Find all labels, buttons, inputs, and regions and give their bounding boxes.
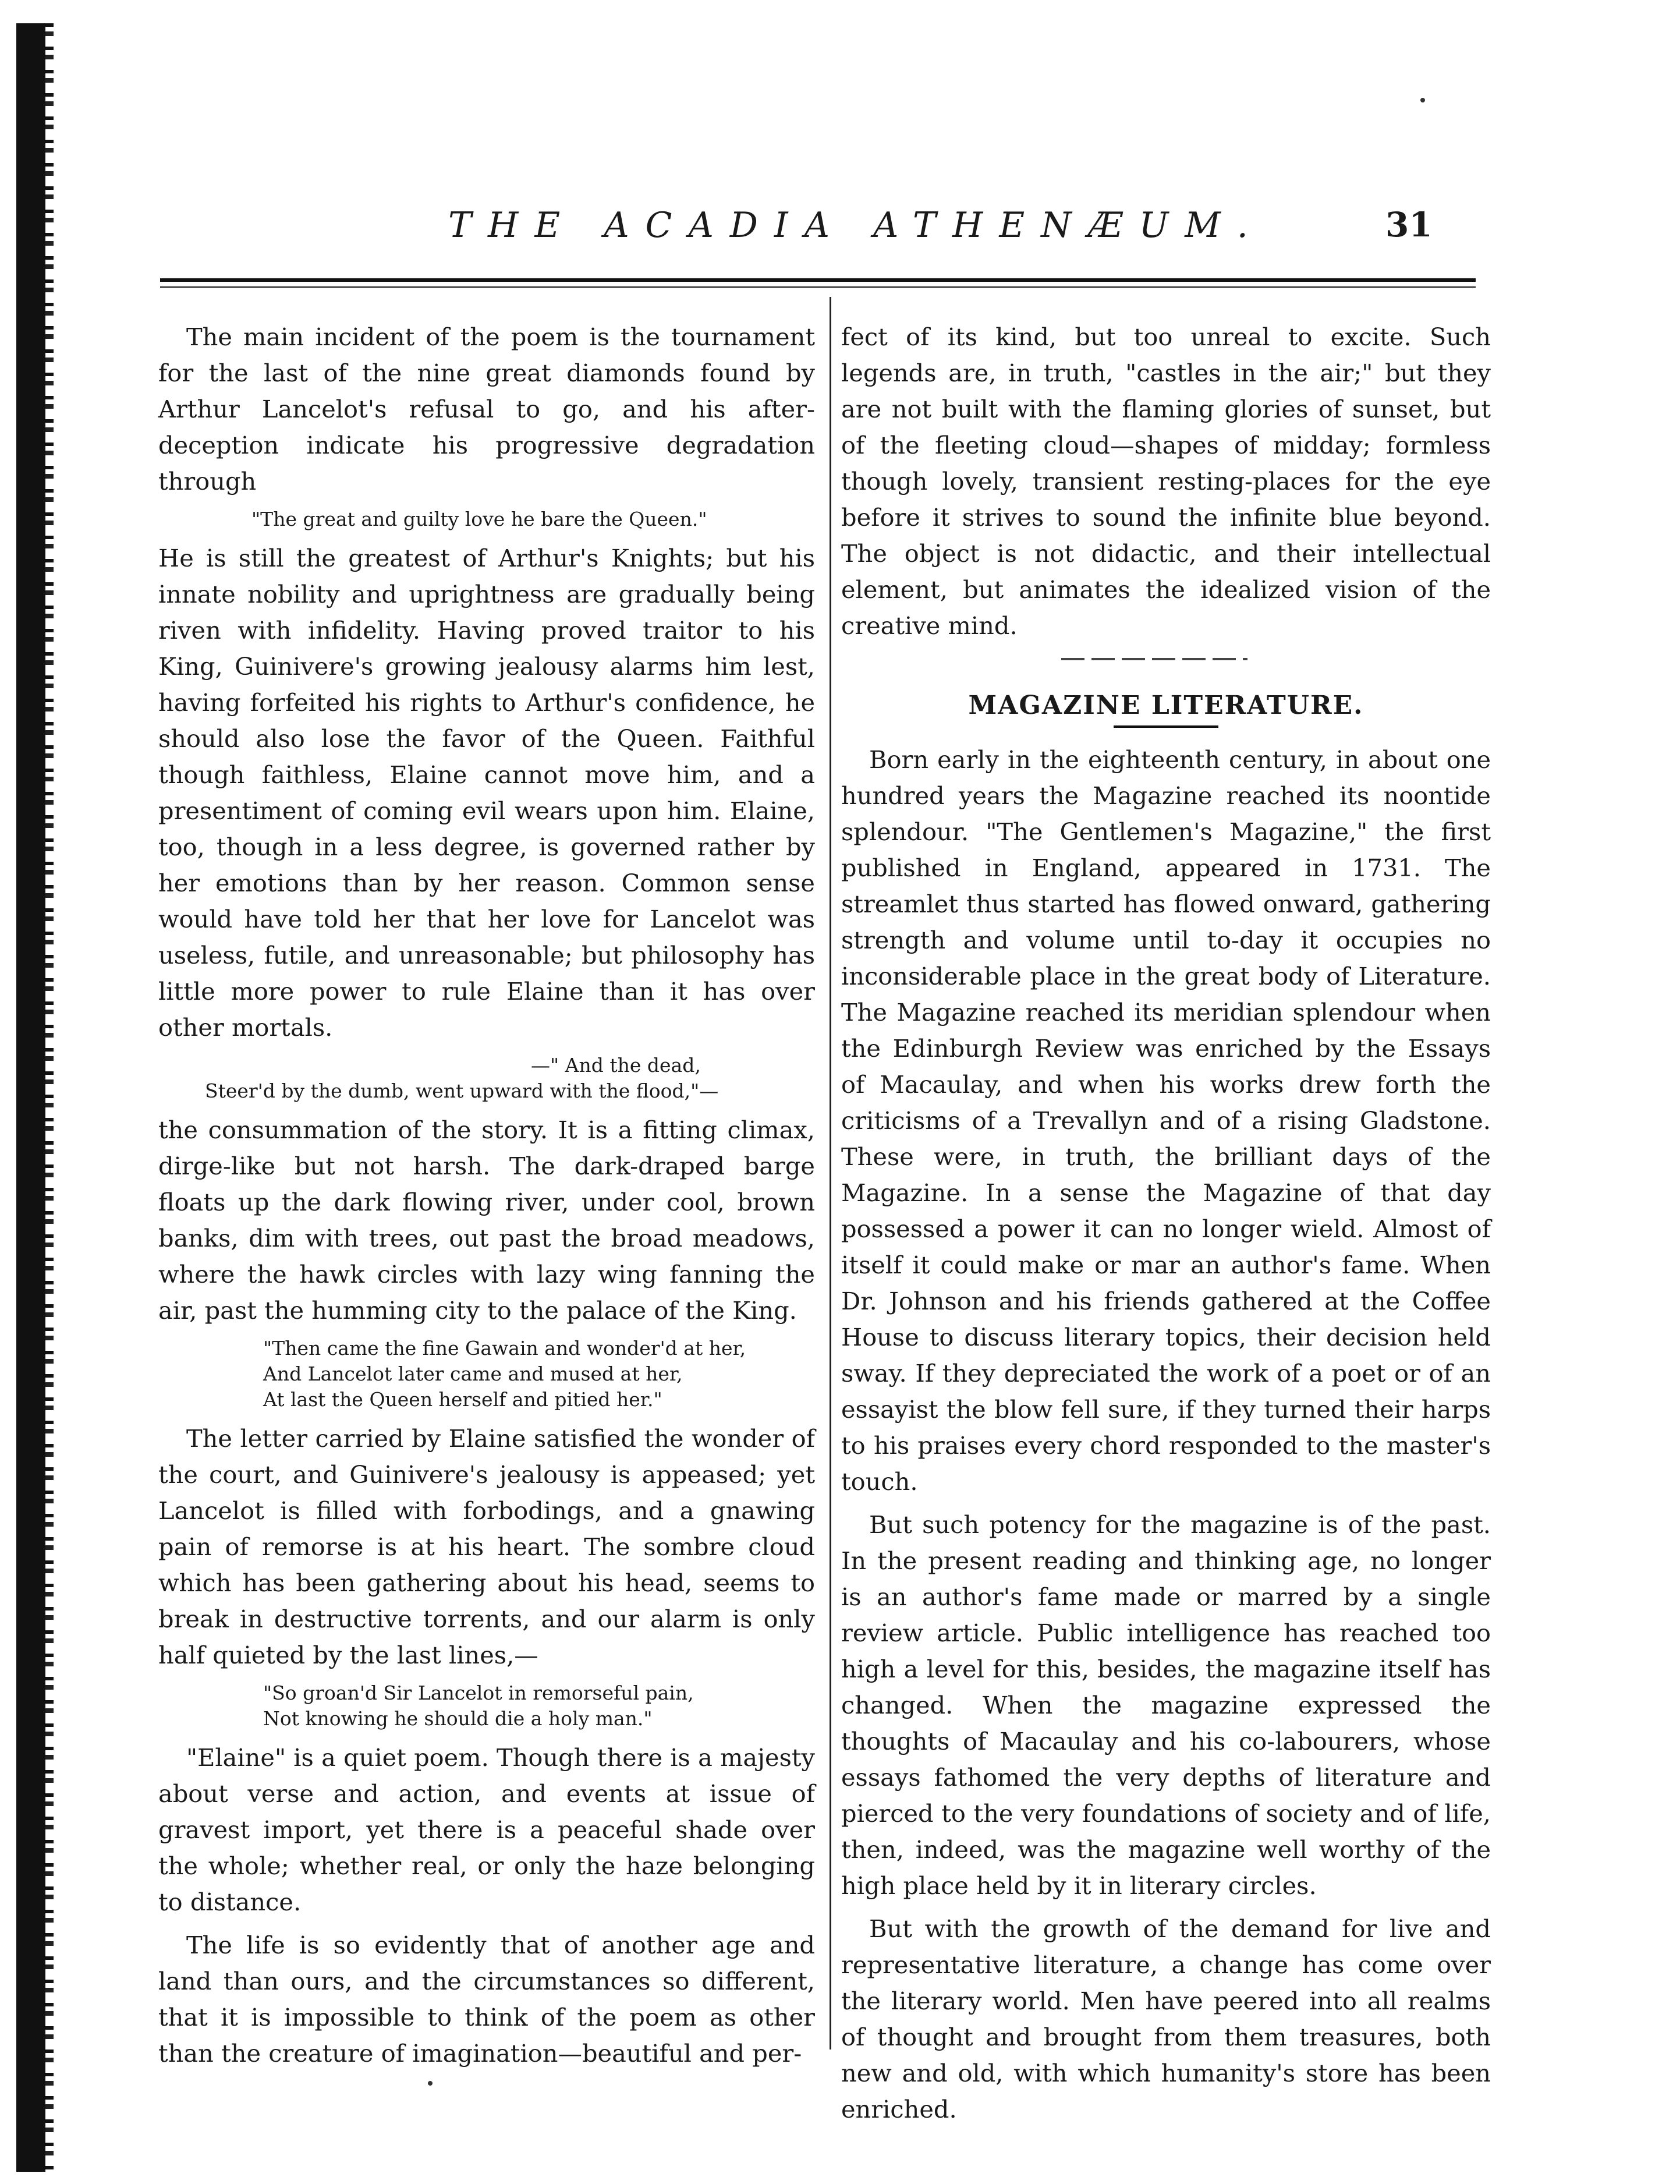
section-heading: MAGAZINE LITERATURE.	[968, 691, 1364, 720]
header-rule-thick	[160, 278, 1476, 282]
binding-edge	[16, 23, 47, 2172]
running-title: THE ACADIA ATHENÆUM.	[448, 205, 1264, 246]
right-column	[841, 319, 1491, 2128]
paragraph: fect of its kind, but too unreal to excite. Such legends are, in truth, "castles in the air;" but they are not built with the flaming glories of sunset, but of the fleeting cloud—shapes of midday; formless though lovely, transient resting-places for the eye before it strives to sound the infinite blue beyond. The object is not didactic, and their intellectual element, but animates the idealized vision of the creative mind.	[841, 323, 1491, 640]
paragraph: the consummation of the story. It is a fitting climax, dirge-like but not harsh. The dark-draped barge floats up the dark flowing river, under cool, brown banks, dim with trees, out past the broad meadows, where the hawk circles with lazy wing fanning the air, past the humming city to the palace of the King.	[158, 1116, 815, 1325]
verse-line: —" And the dead,	[531, 1054, 701, 1077]
paragraph: Born early in the eighteenth century, in about one hundred years the Magazine reached its noontide splendour. "The Gentlemen's Magazine," the first published in England, appeared in 1731. The streamlet thus started has flowed onward, gathering strength and volume until to-day it occupies no inconsiderable place in the great body of Literature. The Magazine reached its meridian splendour when the Edinburgh Review was enriched by the Essays of Macaulay, and when his works drew forth the criticisms of a Trevallyn and of a rising Gladstone. These were, in truth, the brilliant days of the Magazine. In a sense the Magazine of that day possessed a power it can no longer wield. Almost of itself it could make or mar an author's fame. When Dr. Johnson and his friends gathered at the Coffee House to discuss literary topics, their decision held sway. If they depreciated the work of a poet or of an essayist the blow fell sure, if they turned their harps to his praises every chord responded to the master's touch.	[841, 745, 1491, 1496]
print-speck	[1420, 98, 1425, 102]
verse-line: "The great and guilty love he bare the Queen."	[251, 508, 707, 530]
print-speck	[428, 2081, 433, 2086]
section-heading-rule	[1114, 725, 1218, 728]
paragraph: The life is so evidently that of another age and land than ours, and the circumstances so different, that it is impossible to think of the poem as other than the creature of imagination—beautiful and per-	[158, 1931, 815, 2068]
left-column	[158, 319, 815, 2072]
verse-line: At last the Queen herself and pitied her."	[263, 1388, 662, 1411]
verse-quote	[158, 1053, 815, 1104]
verse-line: And Lancelot later came and mused at her,	[263, 1362, 683, 1385]
verse-line: "So groan'd Sir Lancelot in remorseful pain,	[263, 1682, 694, 1704]
verse-quote	[158, 1680, 815, 1732]
header-rule-thin	[160, 286, 1476, 288]
paragraph: "Elaine" is a quiet poem. Though there is a majesty about verse and action, and events at issue of gravest import, yet there is a peaceful shade over the whole; whether real, or only the haze belonging to distance.	[158, 1743, 815, 1916]
verse-line: "Then came the fine Gawain and wonder'd at her,	[263, 1337, 746, 1360]
paragraph: He is still the greatest of Arthur's Knights; but his innate nobility and uprightness are gradually being riven with infidelity. Having proved traitor to his King, Guinivere's growing jealousy alarms him lest, having forfeited his rights to Arthur's confidence, he should also lose the favor of the Queen. Faithful though faithless, Elaine cannot move him, and a presentiment of coming evil wears upon him. Elaine, too, though in a less degree, is governed rather by her emotions than by her reason. Common sense would have told her that her love for Lancelot was useless, futile, and unreasonable; but philosophy has little more power to rule Elaine than it has over other mortals.	[158, 544, 815, 1042]
verse-quote	[158, 507, 815, 532]
verse-line: Steer'd by the dumb, went upward with the flood,"—	[205, 1079, 719, 1102]
page-number: 31	[1385, 205, 1433, 245]
column-divider	[830, 297, 831, 2050]
paragraph: The letter carried by Elaine satisfied the wonder of the court, and Guinivere's jealousy is appeased; yet Lancelot is filled with forbodings, and a gnawing pain of remorse is at his heart. The sombre cloud which has been gathering about his head, seems to break in destructive torrents, and our alarm is only half quieted by the last lines,—	[158, 1424, 815, 1669]
paragraph: But such potency for the magazine is of the past. In the present reading and thinking age, no longer is an author's fame made or marred by a single review article. Public intelligence has reached too high a level for this, besides, the magazine itself has changed. When the magazine expressed the thoughts of Macaulay and his co-labourers, whose essays fathomed the very depths of literature and pierced to the very foundations of society and of life, then, indeed, was the magazine well worthy of the high place held by it in literary circles.	[841, 1510, 1491, 1900]
section-ornament	[841, 646, 1491, 673]
binding-edge-shadow	[45, 23, 54, 2172]
verse-line: Not knowing he should die a holy man."	[263, 1707, 653, 1730]
paragraph: The main incident of the poem is the tournament for the last of the nine great diamonds found by Arthur Lancelot's refusal to go, and his after-deception indicate his progressive degradation through	[158, 323, 815, 495]
verse-quote	[158, 1336, 815, 1413]
paragraph: But with the growth of the demand for live and representative literature, a change has come over the literary world. Men have peered into all realms of thought and brought from them treasures, both new and old, with which humanity's store has been enriched.	[841, 1914, 1491, 2123]
